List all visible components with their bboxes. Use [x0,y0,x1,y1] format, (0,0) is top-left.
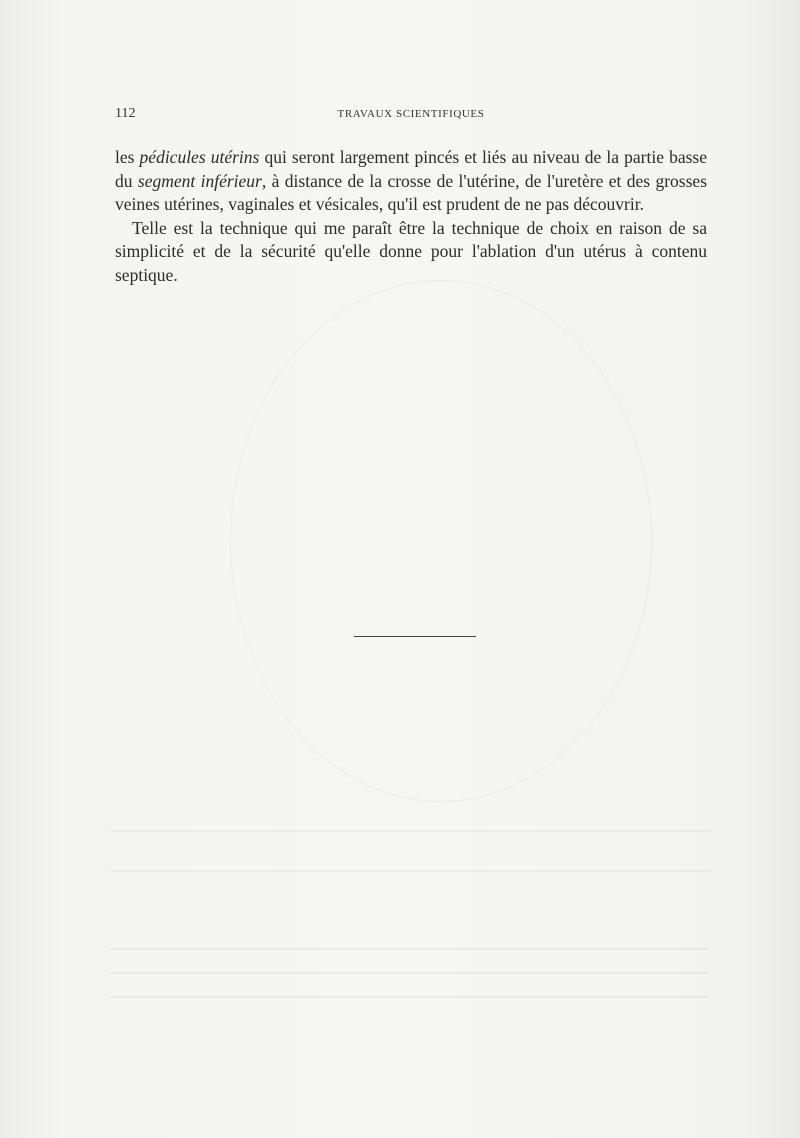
running-title: TRAVAUX SCIENTIFIQUES [337,108,485,120]
bleed-through-line [110,996,710,998]
page-header [115,106,707,126]
paragraph-1 [115,146,707,217]
bleed-through-shape [230,280,652,802]
paragraph-1-italic-a: pédicules utérins [139,147,260,167]
paragraph-1-italic-b: segment inférieur [137,170,262,191]
end-rule [354,636,476,637]
paragraph-1-text-c: , à distance de la crosse de l'utérine, de l'uretère et des grosses veines utérines, vaginales et vésicales, qu'il est prudent de ne pas découvrir. [115,170,707,214]
page-number: 112 [115,106,136,121]
paragraph-2: Telle est la technique qui me paraît être la technique de choix en raison de sa simplicité et de la sécurité qu'elle donne pour l'ablation d'un utérus à contenu septique. [115,217,707,285]
bleed-through-line [110,972,710,974]
paragraph-1-text-a: les [115,147,140,167]
bleed-through-line [110,870,710,872]
body-text [115,146,707,287]
bleed-through-line [110,830,710,832]
paragraph-1-text-b: qui seront largement pincés et liés au niveau de la partie basse du [115,147,707,191]
bleed-through-line [110,948,710,950]
